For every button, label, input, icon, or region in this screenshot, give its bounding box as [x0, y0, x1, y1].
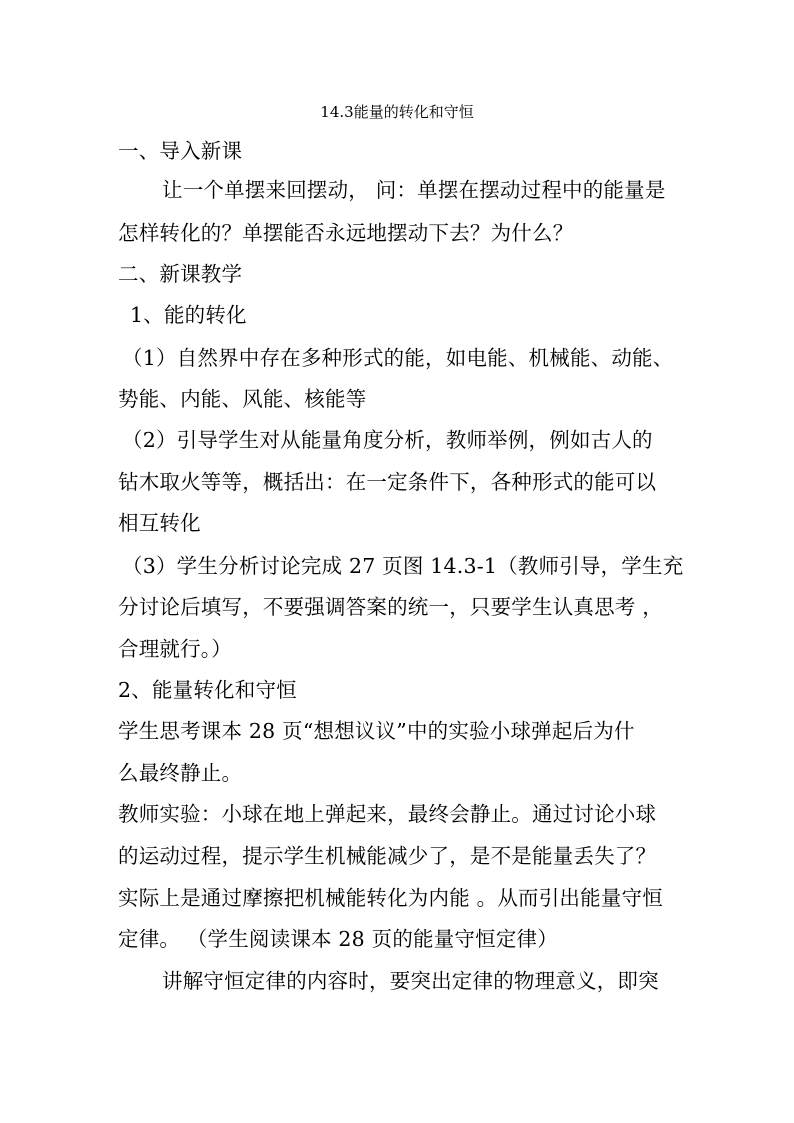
- paragraph-line: 势能、内能、风能、核能等: [118, 387, 367, 411]
- paragraph-line: 分讨论后填写，不要强调答案的统一，只要学生认真思考 ，: [118, 595, 663, 619]
- document-title: 14.3能量的转化和守恒: [320, 103, 474, 121]
- paragraph-line: 钻木取火等等，概括出：在一定条件下，各种形式的能可以: [118, 470, 657, 494]
- paragraph-line: 实际上是通过摩擦把机械能转化为内能 。从而引出能量守恒: [118, 886, 663, 910]
- paragraph-line: 讲解守恒定律的内容时，要突出定律的物理意义，即突: [162, 969, 659, 993]
- paragraph-line: （1）自然界中存在多种形式的能，如电能、机械能、动能、: [122, 346, 674, 370]
- section-heading-teaching: 二、新课教学: [118, 262, 243, 286]
- paragraph-line: 么最终静止。: [118, 761, 243, 785]
- paragraph-line: （2）引导学生对从能量角度分析，教师举例，例如古人的: [122, 428, 653, 452]
- paragraph-line: 合理就行。）: [118, 637, 232, 661]
- subsection-heading-conversion: 1、能的转化: [130, 303, 247, 327]
- paragraph-line: 教师实验：小球在地上弹起来，最终会静止。通过讨论小球: [118, 802, 657, 826]
- section-heading-intro: 一、导入新课: [118, 139, 243, 163]
- paragraph-line: 让一个单摆来回摆动， 问：单摆在摆动过程中的能量是: [162, 178, 666, 202]
- paragraph-line: （3）学生分析讨论完成 27 页图 14.3-1（教师引导，学生充: [122, 554, 684, 578]
- subsection-heading-conservation: 2、能量转化和守恒: [118, 678, 297, 702]
- paragraph-line: 定律。 （学生阅读课本 28 页的能量守恒定律）: [118, 927, 558, 951]
- paragraph-line: 怎样转化的？单摆能否永远地摆动下去？为什么？: [118, 221, 574, 245]
- paragraph-line: 学生思考课本 28 页“想想议议”中的实验小球弹起后为什: [118, 719, 635, 743]
- paragraph-line: 的运动过程，提示学生机械能减少了，是不是能量丢失了？: [118, 844, 657, 868]
- paragraph-line: 相互转化: [118, 511, 201, 535]
